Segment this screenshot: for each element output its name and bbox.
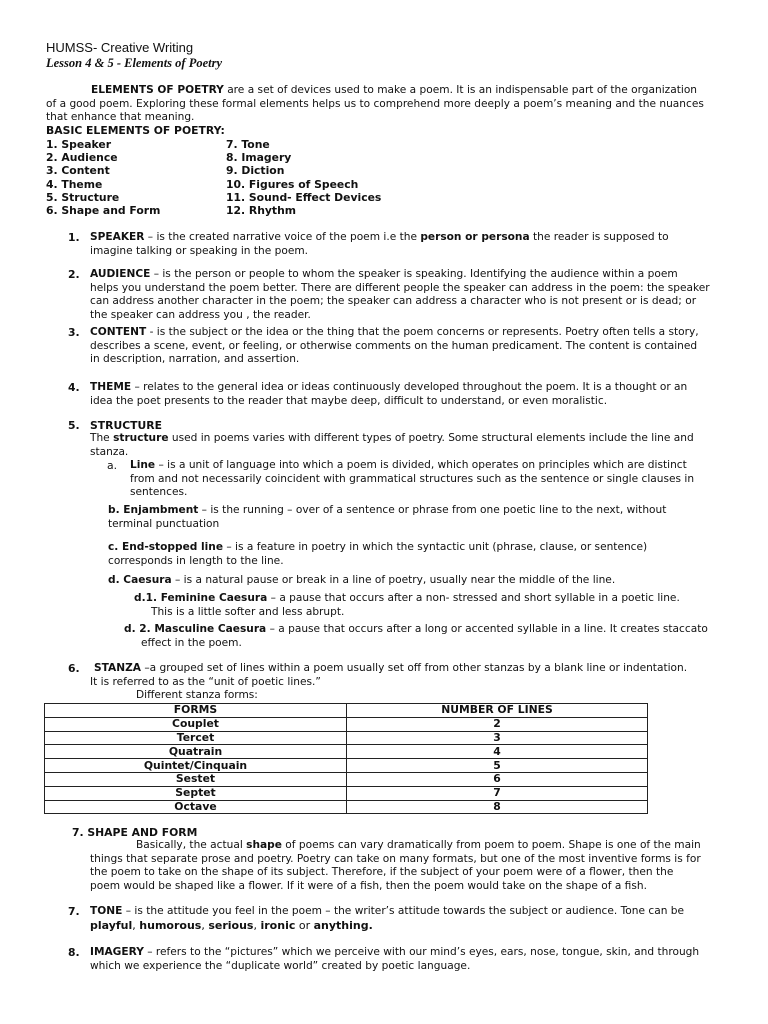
basic-item: 11. Sound- Effect Devices [226,190,382,204]
basic-item: 4. Theme [46,177,103,191]
enjambment-term: b. Enjambment [108,504,199,516]
speaker-text: the reader is supposed to [529,231,669,243]
audience-line3: can address another character in the poem; the speaker can address a character who is not present or is dead; or [90,295,697,307]
enjambment-line2: terminal punctuation [108,517,220,530]
table-cell: 4 [347,745,648,759]
stanza-term: STANZA [94,662,141,674]
table-row [45,717,648,731]
subject-title: HUMSS- Creative Writing [46,40,194,55]
basic-item: 12. Rhythm [226,204,297,218]
imagery-term: IMAGERY [90,946,144,958]
table-cell: 3 [347,731,648,745]
tone-separator: , [132,918,140,932]
shape-section [90,839,730,893]
imagery-section [90,946,730,973]
speaker-bold: person or persona [420,231,530,243]
enjambment-definition [108,504,728,531]
table-cell: Couplet [45,717,347,731]
tone-separator: , [253,918,261,932]
enjambment-line1: – is the running – over of a sentence or phrase from one poetic line to the next, without [198,504,667,516]
feminine-caesura-term: d.1. Feminine Caesura [134,592,268,604]
theme-line1: – relates to the general idea or ideas continuously developed throughout the poem. It is a thought or an [131,381,688,393]
caesura-line1: – is a natural pause or break in a line of poetry, usually near the middle of the line. [171,574,616,586]
lesson-title: Lesson 4 & 5 - Elements of Poetry [46,56,223,70]
basic-item: 10. Figures of Speech [226,177,359,191]
tone-word: anything. [313,918,373,932]
table-cell: Sestet [45,772,347,786]
masculine-caesura-line1: – a pause that occurs after a long or accented syllable in a line. It creates staccato [266,623,708,635]
end-stopped-term: c. End-stopped line [108,541,224,553]
table-cell: 7 [347,786,648,800]
basic-elements-heading: BASIC ELEMENTS OF POETRY: [46,124,225,137]
basic-item: 2. Audience [46,151,118,165]
shape-line3: the poem to take on the shape of its subject. Therefore, if the subject of your poem were of a flower, then the [90,866,674,878]
audience-line2: helps you understand the poem better. There are different people the speaker can address in the poem: the speaker [90,281,710,294]
tone-number: 7. [68,905,80,918]
feminine-caesura-definition [134,592,728,619]
intro-paragraph [46,84,724,125]
intro-line1: are a set of devices used to make a poem. It is an indispensable part of the organization [223,84,698,96]
table-cell: Quatrain [45,745,347,759]
basic-item: 5. Structure [46,190,120,204]
tone-word: playful [90,918,133,932]
stanza-section [94,662,730,676]
content-section [90,326,730,367]
stanza-forms-table [44,703,648,814]
speaker-section [90,231,730,258]
basic-item: 6. Shape and Form [46,204,161,218]
caesura-term: d. Caesura [108,574,172,586]
tone-word: ironic [260,918,296,932]
stanza-line2: It is referred to as the “unit of poetic lines.” [90,676,321,688]
audience-line1: – is the person or people to whom the speaker is speaking. Identifying the audience within a poem [150,268,678,280]
line-definition [130,459,726,500]
intro-term: ELEMENTS OF POETRY [91,84,224,96]
theme-line2: idea the poet presents to the reader that maybe deep, difficult to understand, or even moralistic. [90,394,608,407]
table-row [45,745,648,759]
feminine-caesura-line2: This is a little softer and less abrupt. [151,605,345,618]
audience-section [90,268,730,322]
content-number: 3. [68,326,80,339]
shape-text: of poems can vary dramatically from poem to poem. Shape is one of the main [281,839,701,851]
feminine-caesura-line1: – a pause that occurs after a non- stressed and short syllable in a poetic line. [267,592,680,604]
theme-section [90,381,730,408]
table-header-cell: FORMS [45,704,347,718]
line-term: Line [130,459,156,471]
speaker-number: 1. [68,231,80,244]
speaker-text: – is the created narrative voice of the poem i.e the [144,231,421,243]
shape-heading: 7. SHAPE AND FORM [72,826,198,839]
content-term: CONTENT [90,326,147,338]
structure-intro-text: used in poems varies with different types of poetry. Some structural elements include the line and [168,432,694,444]
imagery-line1: – refers to the “pictures” which we perceive with our mind’s eyes, ears, nose, tongue, skin, and through [143,946,700,958]
structure-intro-text: The [90,432,114,444]
basic-item: 8. Imagery [226,151,292,165]
tone-line1: – is the attitude you feel in the poem – the writer’s attitude towards the subject or audience. Tone can be [122,905,685,917]
table-cell: 6 [347,772,648,786]
intro-line3: that enhance that meaning. [46,111,195,123]
stanza-forms-caption: Different stanza forms: [136,689,258,701]
caesura-definition [108,574,728,588]
table-cell: Septet [45,786,347,800]
intro-line2: of a good poem. Exploring these formal elements helps us to comprehend more deeply a poem’s meaning and the nuances [46,97,704,110]
basic-elements-right [226,138,381,217]
tone-or: or [295,918,314,932]
table-row [45,731,648,745]
line-line1: – is a unit of language into which a poem is divided, which operates on principles which are distinct [155,459,687,471]
line-line3: sentences. [130,486,188,498]
shape-bold: shape [246,839,282,851]
line-line2: from and not necessarily coincident with grammatical structures such as the sentence or single clauses in [130,472,695,485]
content-line3: in description, narration, and assertion. [90,353,300,365]
table-cell: Quintet/Cinquain [45,759,347,773]
basic-item: 1. Speaker [46,138,112,151]
structure-intro-line2: stanza. [90,445,129,458]
structure-term: STRUCTURE [90,419,162,432]
theme-number: 4. [68,381,80,394]
table-cell: 8 [347,800,648,814]
end-stopped-line2: corresponds in length to the line. [108,554,284,567]
tone-term: TONE [90,905,123,917]
audience-number: 2. [68,268,80,281]
shape-text: Basically, the actual [136,839,247,851]
table-row [45,772,648,786]
end-stopped-definition [108,541,728,568]
table-row [45,759,648,773]
speaker-line2: imagine talking or speaking in the poem. [90,244,309,257]
stanza-number: 6. [68,662,80,675]
table-header-row [45,704,648,718]
basic-item: 9. Diction [226,164,285,178]
tone-word: humorous [139,918,202,932]
tone-word: serious [208,918,254,932]
basic-elements-left [46,138,160,217]
structure-bold: structure [113,432,169,444]
theme-term: THEME [90,381,132,393]
table-row [45,800,648,814]
basic-item: 3. Content [46,164,110,178]
shape-line2: things that separate prose and poetry. Poetry can take on many formats, but one of the most inventive forms is for [90,852,701,865]
line-label: a. [107,459,118,472]
table-cell: Tercet [45,731,347,745]
table-cell: Octave [45,800,347,814]
masculine-caesura-line2: effect in the poem. [141,636,242,649]
basic-item: 7. Tone [226,138,270,151]
masculine-caesura-definition [124,623,728,650]
speaker-term: SPEAKER [90,231,145,243]
structure-intro [90,432,730,459]
content-line2: describes a scene, event, or feeling, or otherwise comments on the human predicament. The content is contained [90,339,698,352]
content-line1: - is the subject or the idea or the thing that the poem concerns or represents. Poetry often tells a story, [146,326,699,338]
table-cell: 2 [347,717,648,731]
audience-line4: the speaker can address you , the reader. [90,308,311,321]
table-cell: 5 [347,759,648,773]
structure-number: 5. [68,419,80,432]
stanza-line1: –a grouped set of lines within a poem usually set off from other stanzas by a blank line or indentation. [140,662,688,674]
masculine-caesura-term: d. 2. Masculine Caesura [124,623,267,635]
imagery-number: 8. [68,946,80,959]
end-stopped-line1: – is a feature in poetry in which the syntactic unit (phrase, clause, or sentence) [223,541,648,553]
table-header-cell: NUMBER OF LINES [347,704,648,718]
tone-section [90,905,730,932]
tone-separator: , [201,918,209,932]
audience-term: AUDIENCE [90,268,151,280]
imagery-line2: which we experience the “duplicate world” created by poetic language. [90,959,471,972]
table-row [45,786,648,800]
shape-line4: poem would be shaped like a flower. If it were of a fish, then the poem would take on the shape of a fish. [90,879,647,892]
